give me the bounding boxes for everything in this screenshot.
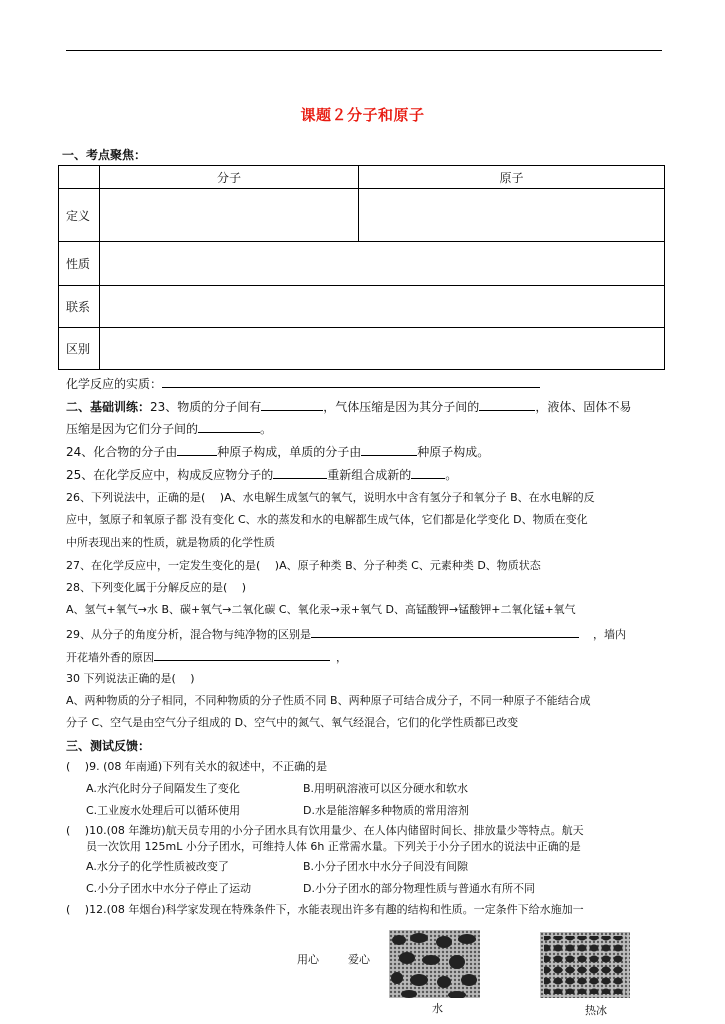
answer-blank [261,398,323,411]
q24-text: 种原子构成。 [417,445,490,459]
q28-line: 28、下列变化属于分解反应的是( ) [66,581,247,594]
table-header-molecule: 分子 [100,166,359,189]
water-structure-image [389,930,480,998]
table-cell [100,286,665,328]
row-label-definition: 定义 [59,189,100,242]
hot-ice-image-caption: 热冰 [585,1004,607,1017]
q23-text: 23、物质的分子间有 [150,400,262,414]
table-row [59,286,665,328]
q30-options-1: A、两种物质的分子相同，不同种物质的分子性质不同 B、两种原子可结合成分子，不同一种原子不能结合成 [66,694,591,707]
q25-text: 重新组合成新的 [327,468,412,482]
q30-options-2: 分子 C、空气是由空气分子组成的 D、空气中的氮气、氧气经混合，它们的化学性质都已改变 [66,716,519,729]
q10-option-b: B.小分子团水中水分子间没有间隙 [303,860,469,873]
q29-text: ，墙内 [593,628,626,641]
answer-blank [198,420,260,433]
q29-text: ， [336,651,347,664]
top-rule [66,50,662,51]
q26-line-3: 中所表现出来的性质，就是物质的化学性质 [66,536,275,549]
q27-line: 27、在化学反应中，一定发生变化的是( )A、原子种类 B、分子种类 C、元素种类 D、物质状态 [66,559,541,572]
table-header-atom: 原子 [359,166,665,189]
table-header-row [59,166,665,189]
answer-blank [361,443,417,456]
q29-line [66,625,626,643]
answer-blank [154,648,330,661]
chem-essence-line [66,375,540,392]
q9-line: ( )9. (08 年南通)下列有关水的叙述中，不正确的是 [66,760,328,773]
q24-line [66,443,489,460]
answer-blank [311,625,579,638]
q25-line [66,466,457,483]
q10-line-2: 员一次饮用 125mL 小分子团水，可维持人体 6h 正常需水量。下列关于小分子团水的说法中正确的是 [86,840,581,853]
footer-right: 爱心 [348,953,370,966]
q23-line [66,398,631,415]
q12-line: ( )12.(08 年烟台)科学家发现在特殊条件下，水能表现出许多有趣的结构和性质。一定条件下给水施加一 [66,903,584,916]
section1-heading: 一、考点聚焦： [62,148,147,162]
table-row [59,189,665,242]
q23-text: 压缩是因为它们分子间的 [66,422,199,436]
q28-options: A、氢气+氧气→水 B、碳+氧气→二氧化碳 C、氧化汞→汞+氧气 D、高锰酸钾→锰酸钾+二氧化锰+氧气 [66,603,576,616]
answer-blank [162,375,540,388]
q26-line-2: 应中，氢原子和氧原子都 没有变化 C、水的蒸发和水的电解都生成气体，它们都是化学变化 D、物质在变化 [66,513,588,526]
row-label-property: 性质 [59,242,100,286]
q10-option-a: A.水分子的化学性质被改变了 [86,860,229,873]
table-cell [359,189,665,242]
q9-option-c: C.工业废水处理后可以循环使用 [86,804,241,817]
page-title: 课题２分子和原子 [300,106,425,124]
q24-text: 24、化合物的分子由 [66,445,178,459]
q25-text: 。 [445,468,458,482]
answer-blank [479,398,535,411]
answer-blank [273,466,327,479]
water-image-caption: 水 [432,1002,443,1015]
table-row [59,242,665,286]
table-cell [100,328,665,370]
hot-ice-structure-image [540,932,630,998]
q25-text: 25、在化学反应中，构成反应物分子的 [66,468,274,482]
chem-essence-label: 化学反应的实质： [66,377,163,391]
q29-text: 29、从分子的角度分析，混合物与纯净物的区别是 [66,628,311,641]
section3-heading: 三、测试反馈： [66,739,151,753]
q9-option-d: D.水是能溶解多种物质的常用溶剂 [303,804,469,817]
q29-text: 开花墙外香的原因 [66,651,154,664]
knowledge-table [58,165,665,370]
footer-left: 用心 [297,953,319,966]
q10-option-d: D.小分子团水的部分物理性质与普通水有所不同 [303,882,535,895]
q23-text: ，气体压缩是因为其分子间的 [323,400,480,414]
q10-option-c: C.小分子团水中水分子停止了运动 [86,882,252,895]
table-corner-cell [59,166,100,189]
row-label-difference: 区别 [59,328,100,370]
q30-line: 30 下列说法正确的是( ) [66,672,195,685]
q23-line-2 [66,420,272,437]
table-cell [100,189,359,242]
q10-line-1: ( )10.(08 年潍坊)航天员专用的小分子团水具有饮用量少、在人体内储留时间长、排放量少等特点。航天 [66,824,584,837]
section2-heading: 二、基础训练： [66,400,151,414]
answer-blank [177,443,217,456]
q23-text: ，液体、固体不易 [535,400,632,414]
q29-line-2 [66,648,347,666]
answer-blank [411,466,445,479]
q23-text: 。 [260,422,273,436]
q24-text: 种原子构成，单质的分子由 [217,445,362,459]
table-cell [100,242,665,286]
q9-option-a: A.水汽化时分子间隔发生了变化 [86,782,240,795]
table-row [59,328,665,370]
q9-option-b: B.用明矾溶液可以区分硬水和软水 [303,782,469,795]
row-label-relation: 联系 [59,286,100,328]
q26-line-1: 26、下列说法中，正确的是( )A、水电解生成氢气的氧气，说明水中含有氢分子和氧分子 B、在水电解的反 [66,491,595,504]
